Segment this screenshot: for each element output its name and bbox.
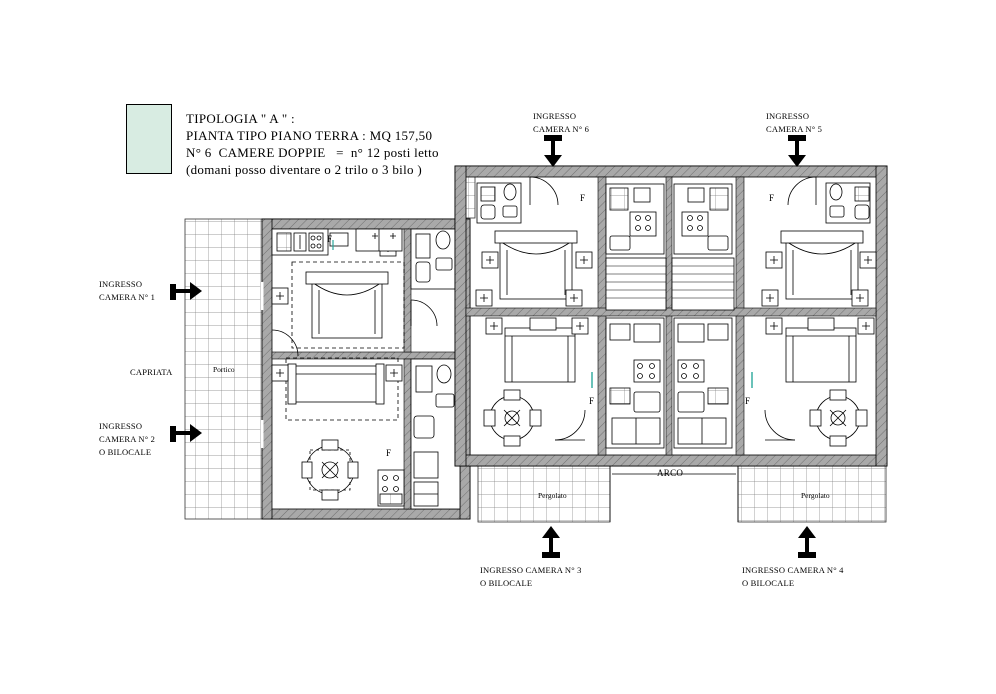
legend-line-4: (domani posso diventare o 2 trilo o 3 bilo ) bbox=[186, 162, 422, 177]
legend-line-3: N° 6 CAMERE DOPPIE = n° 12 posti letto bbox=[186, 145, 439, 160]
label-ingresso-5-line1: INGRESSO bbox=[766, 111, 810, 121]
legend-line-2: PIANTA TIPO PIANO TERRA : MQ 157,50 bbox=[186, 128, 433, 143]
label-ingresso-6-line2: CAMERA N° 6 bbox=[533, 124, 590, 134]
label-ingresso-5-line2: CAMERA N° 5 bbox=[766, 124, 823, 134]
label-arco: ARCO bbox=[657, 468, 684, 478]
label-pergolato-left: Pergolato bbox=[538, 491, 567, 500]
label-ingresso-2-line1: INGRESSO bbox=[99, 421, 143, 431]
label-ingresso-4-line2: O BILOCALE bbox=[742, 578, 795, 588]
fireplace-mark-6: F bbox=[745, 396, 751, 406]
fireplace-mark-5: F bbox=[589, 396, 595, 406]
label-ingresso-1-line1: INGRESSO bbox=[99, 279, 143, 289]
legend-color-swatch bbox=[126, 104, 172, 174]
label-ingresso-6-line1: INGRESSO bbox=[533, 111, 577, 121]
fireplace-mark-1: F bbox=[327, 234, 333, 244]
label-ingresso-4-line1: INGRESSO CAMERA N° 4 bbox=[742, 565, 844, 575]
fireplace-mark-3: F bbox=[580, 193, 586, 203]
legend-line-1: TIPOLOGIA " A " : bbox=[186, 111, 295, 126]
label-ingresso-3-line1: INGRESSO CAMERA N° 3 bbox=[480, 565, 582, 575]
label-ingresso-2-line3: O BILOCALE bbox=[99, 447, 152, 457]
label-ingresso-1-line2: CAMERA N° 1 bbox=[99, 292, 156, 302]
label-ingresso-2-line2: CAMERA N° 2 bbox=[99, 434, 156, 444]
fireplace-mark-4: F bbox=[769, 193, 775, 203]
label-ingresso-3-line2: O BILOCALE bbox=[480, 578, 533, 588]
label-capriata: CAPRIATA bbox=[130, 367, 173, 377]
fireplace-mark-2: F bbox=[386, 448, 392, 458]
label-pergolato-right: Pergolato bbox=[801, 491, 830, 500]
label-portico: Portico bbox=[213, 365, 235, 374]
